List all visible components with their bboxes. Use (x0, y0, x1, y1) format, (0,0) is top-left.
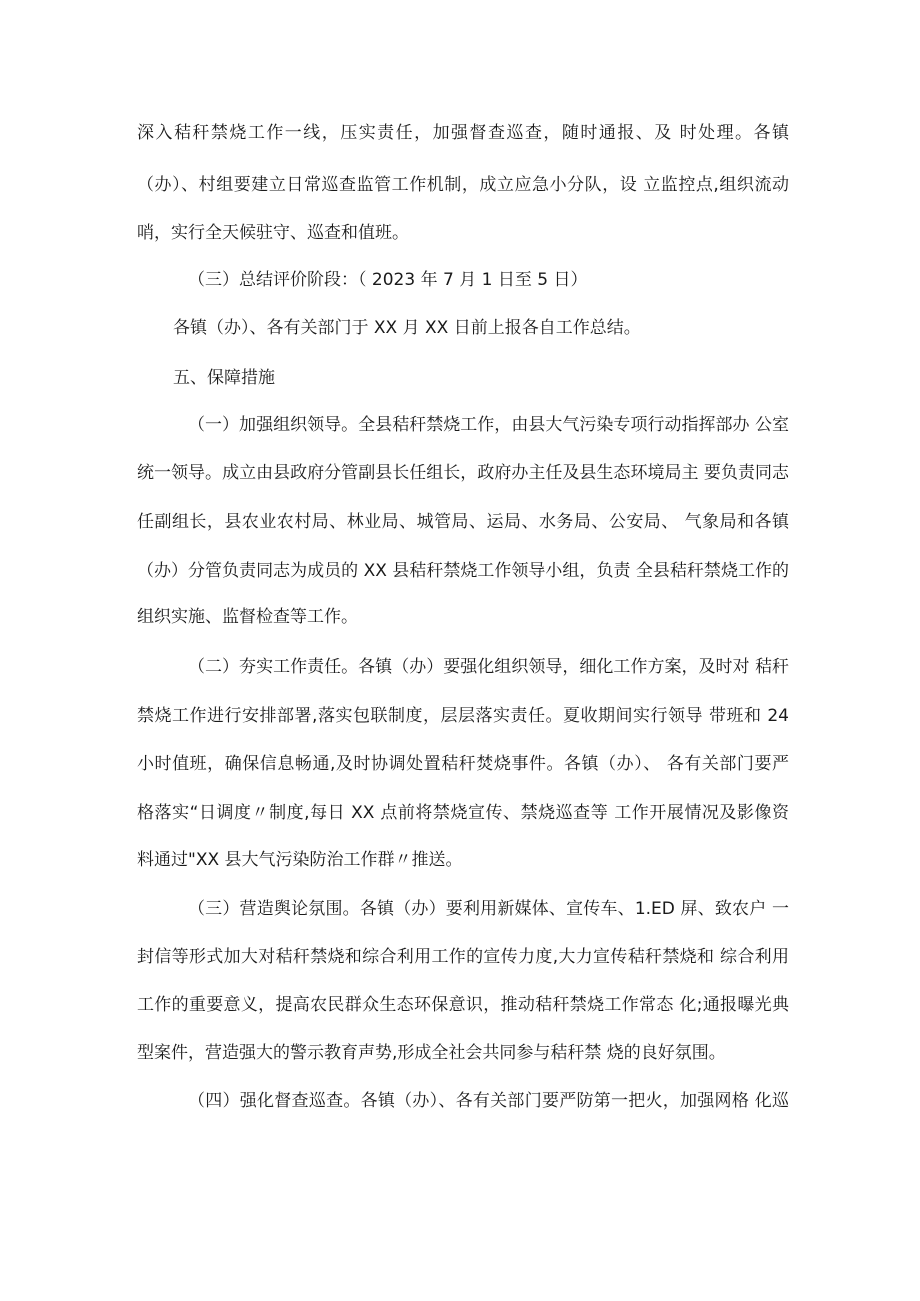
text-line: 封信等形式加大对秸秆禁烧和综合利用工作的宣传力度,大力宣传秸秆禁烧和 综合利用 (137, 947, 789, 967)
text-line: （办）、村组要建立日常巡查监管工作机制，成立应急小分队，设 立监控点,组织流动 (137, 175, 789, 195)
text-line: 任副组长，县农业农村局、林业局、城管局、运局、水务局、公安局、 气象局和各镇 (137, 512, 789, 532)
text-line: 型案件，营造强大的警示教育声势,形成全社会共同参与秸秆禁 烧的良好氛围。 (137, 1043, 726, 1063)
text-line: 格落实“日调度〃制度,每日 XX 点前将禁烧宣传、禁烧巡查等 工作开展情况及影像资 (137, 803, 789, 823)
text-line: （办）分管负责同志为成员的 XX 县秸秆禁烧工作领导小组，负责 全县秸秆禁烧工作的 (137, 561, 789, 581)
text-line: （二）夯实工作责任。各镇（办）要强化组织领导，细化工作方案，及时对 秸秆 (188, 657, 789, 677)
text-line: 哨，实行全天候驻守、巡查和值班。 (137, 223, 409, 243)
text-line: 深入秸秆禁烧工作一线，压实责任，加强督查巡查，随时通报、及 时处理。各镇 (137, 123, 789, 143)
phase-three-body: 各镇（办）、各有关部门于 XX 月 XX 日前上报各自工作总结。 (173, 318, 641, 338)
text-line: 料通过"XX 县大气污染防治工作群〃推送。 (137, 850, 463, 870)
text-line: 组织实施、监督检查等工作。 (137, 607, 358, 627)
text-line: （四）强化督查巡查。各镇（办）、各有关部门要严防第一把火，加强网格 化巡 (188, 1091, 789, 1111)
text-line: 统一领导。成立由县政府分管副县长任组长，政府办主任及县生态环境局主 要负责同志 (137, 463, 789, 483)
text-line: 小时值班，确保信息畅通,及时协调处置秸秆焚烧事件。各镇（办）、 各有关部门要严 (137, 754, 789, 774)
phase-three-heading: （三）总结评价阶段：（ 2023 年 7 月 1 日至 5 日） (188, 270, 588, 290)
text-line: 工作的重要意义，提高农民群众生态环保意识，推动秸秆禁烧工作常态 化;通报曝光典 (137, 995, 789, 1015)
text-line: 禁烧工作进行安排部署,落实包联制度，层层落实责任。夏收期间实行领导 带班和 24 (137, 706, 789, 726)
text-line: （三）营造舆论氛围。各镇（办）要利用新媒体、宣传车、1.ED 屏、致农户 一 (188, 899, 789, 919)
section-five-heading: 五、保障措施 (173, 368, 275, 388)
text-line: （一）加强组织领导。全县秸秆禁烧工作，由县大气污染专项行动指挥部办 公室 (188, 415, 789, 435)
